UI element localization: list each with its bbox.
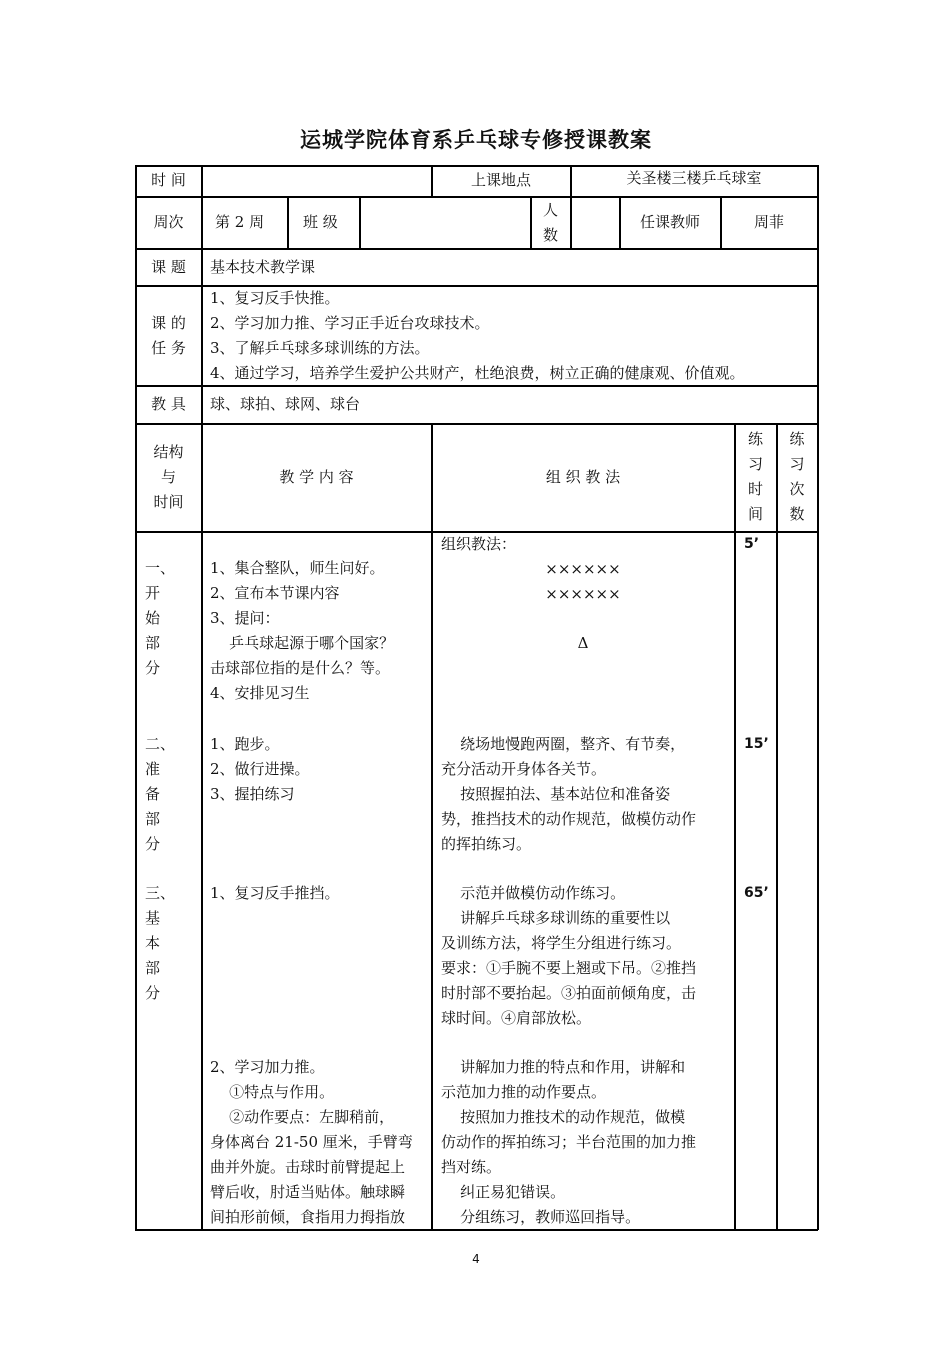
table-rule <box>359 196 361 248</box>
table-rule <box>135 423 818 425</box>
section-basic-content-2: 2、学习加力推。 ①特点与作用。 ②动作要点：左脚稍前， 身体离台 21-50 厘米，手臂弯 曲并外旋。击球时前臂提起上 臂后收，肘适当贴体。触球瞬 间拍形前倾，食指用力拇指放 <box>210 1058 413 1226</box>
table-border-right <box>817 165 819 1230</box>
tasks-label: 课 的 任 务 <box>151 314 186 357</box>
class-label: 班 级 <box>303 213 338 231</box>
location-value: 关圣楼三楼乒乓球室 <box>626 169 762 187</box>
table-rule <box>570 196 572 248</box>
week-value: 第 2 周 <box>215 213 265 231</box>
time-label: 时 间 <box>151 171 186 189</box>
topic-label: 课 题 <box>151 258 186 276</box>
start-method-label: 组织教法： <box>441 535 517 553</box>
structure-header: 结构 与 时间 <box>153 443 184 511</box>
section-start-content: 1、集合整队，师生问好。 2、宣布本节课内容 3、提问： 乒乓球起源于哪个国家？ 击球部位指的是什么？等。 4、安排见习生 <box>210 559 395 702</box>
section-basic-time: 65’ <box>744 885 769 901</box>
table-rule <box>135 248 818 250</box>
table-rule <box>287 196 289 248</box>
week-label: 周次 <box>153 213 184 231</box>
task-item: 4、通过学习，培养学生爱护公共财产，杜绝浪费，树立正确的健康观、价值观。 <box>210 364 745 382</box>
equipment-label: 教 具 <box>151 395 186 413</box>
teacher-position-mark: Δ <box>577 634 589 652</box>
section-start-time: 5’ <box>744 536 760 552</box>
section-basic-method-1: 示范并做模仿动作练习。 讲解乒乓球多球训练的重要性以 及训练方法，将学生分组进行练习。 要求：①手腕不要上翘或下吊。②推挡 时肘部不要抬起。③拍面前倾角度，击 球时间。④肩部放松。 <box>441 884 697 1027</box>
practice-time-header: 练 习 时 间 <box>747 430 763 523</box>
section-basic-name: 三、 基 本 部 分 <box>145 884 176 1002</box>
formation-row: ×××××× <box>545 560 621 578</box>
location-label: 上课地点 <box>470 171 531 189</box>
content-header: 教 学 内 容 <box>279 468 354 486</box>
practice-count-header: 练 习 次 数 <box>789 430 805 523</box>
section-prep-method: 绕场地慢跑两圈，整齐、有节奏， 充分活动开身体各关节。 按照握拍法、基本站位和准备姿 势，推挡技术的动作规范，做模仿动作 的挥拍练习。 <box>441 735 697 853</box>
task-item: 3、了解乒乓球多球训练的方法。 <box>210 339 430 357</box>
table-rule <box>431 423 433 1230</box>
teacher-value: 周菲 <box>753 213 784 231</box>
page-title: 运城学院体育系乒乓球专修授课教案 <box>300 128 652 152</box>
table-rule <box>776 423 778 1230</box>
section-prep-name: 二、 准 备 部 分 <box>145 735 176 853</box>
equipment-value: 球、球拍、球网、球台 <box>210 395 361 413</box>
topic-value: 基本技术教学课 <box>210 258 316 276</box>
task-item: 2、学习加力推、学习正手近台攻球技术。 <box>210 314 490 332</box>
page-number: 4 <box>472 1252 480 1266</box>
table-rule <box>135 196 818 198</box>
section-basic-content-1: 1、复习反手推挡。 <box>210 884 340 902</box>
table-rule <box>201 165 203 1230</box>
section-prep-time: 15’ <box>744 736 769 752</box>
section-prep-content: 1、跑步。 2、做行进操。 3、握拍练习 <box>210 735 310 803</box>
people-label: 人 数 <box>542 201 558 244</box>
formation-row: ×××××× <box>545 585 621 603</box>
method-header: 组 织 教 法 <box>545 468 621 486</box>
task-item: 1、复习反手快推。 <box>210 289 340 307</box>
teacher-label: 任课教师 <box>639 213 700 231</box>
section-start-name: 一、 开 始 部 分 <box>145 559 176 677</box>
table-rule <box>734 423 736 1230</box>
section-basic-method-2: 讲解加力推的特点和作用，讲解和 示范加力推的动作要点。 按照加力推技术的动作规范，做模 仿动作的挥拍练习；半台范围的加力推 挡对练。 纠正易犯错误。 分组练习，教师巡回指导。 <box>441 1058 697 1226</box>
